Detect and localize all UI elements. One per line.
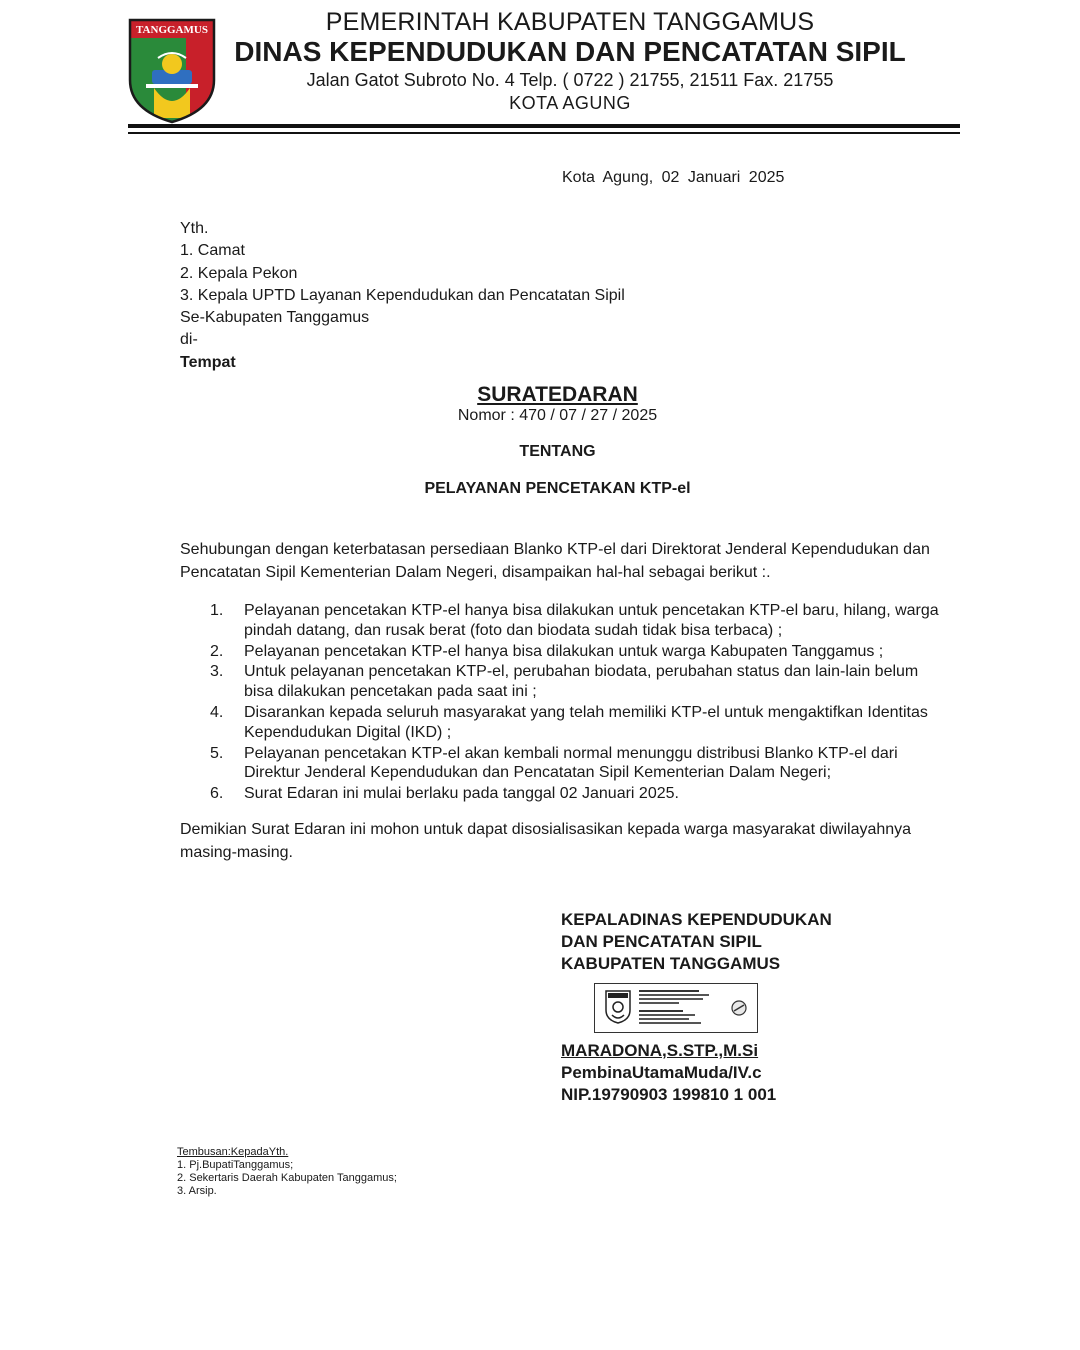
list-item-text: Untuk pelayanan pencetakan KTP-el, perubahan biodata, perubahan status dan lain-lain belum bisa dilakukan pencetakan pada saat ini ;	[244, 663, 919, 701]
carbon-copy-block	[177, 1146, 397, 1198]
point-list	[210, 601, 950, 804]
office-address: Jalan Gatot Subroto No. 4 Telp. ( 0722 ) 21755, 21511 Fax. 21755	[306, 70, 834, 90]
regency-logo	[128, 18, 216, 124]
letterhead-divider-thick	[128, 124, 960, 128]
list-item	[210, 703, 950, 743]
signatory-rank: PembinaUtamaMuda/IV.c	[561, 1063, 762, 1082]
list-item	[210, 784, 950, 804]
signatory-position	[561, 909, 832, 975]
position-line: KABUPATEN TANGGAMUS	[561, 954, 781, 973]
list-item	[210, 662, 950, 702]
list-item-number: 3.	[210, 663, 224, 681]
position-line: KEPALADINAS KEPENDUDUKAN	[561, 910, 832, 929]
stamp-fine-print	[639, 988, 727, 1028]
letter-number: Nomor : 470 / 07 / 27 / 2025	[457, 407, 658, 424]
salutation-yth: Yth.	[180, 220, 209, 237]
government-name: PEMERINTAH KABUPATEN TANGGAMUS	[325, 8, 815, 36]
list-item-number: 1.	[210, 602, 224, 619]
list-item-text: Disarankan kepada seluruh masyarakat yang telah memiliki KTP-el untuk mengaktifkan Identitas Kependudukan Digital (IKD) ;	[244, 703, 928, 741]
letter-date: Kota Agung, 02 Januari 2025	[562, 169, 785, 186]
stamp-logo-icon	[605, 990, 631, 1024]
addressee-block	[180, 218, 625, 374]
list-item-number: 5.	[210, 744, 224, 762]
list-item	[210, 642, 950, 662]
signatory-name: MARADONA,S.STP.,M.Si	[561, 1041, 759, 1060]
carbon-copy-title: Tembusan:KepadaYth.	[177, 1146, 289, 1158]
list-item	[210, 601, 950, 641]
signatory-details	[561, 1040, 776, 1106]
list-item-text: Surat Edaran ini mulai berlaku pada tanggal 02 Januari 2025.	[244, 785, 679, 803]
carbon-copy-item: 2. Sekertaris Daerah Kabupaten Tanggamus;	[177, 1172, 397, 1184]
letter-title: SURATEDARAN	[477, 383, 638, 406]
salutation-tempat: Tempat	[180, 353, 236, 371]
intro-paragraph: Sehubungan dengan keterbatasan persediaan Blanko KTP-el dari Direktorat Jenderal Kependudukan dan Pencatatan Sipil Kementerian Dalam Negeri, disampaikan hal-hal sebagai berikut :.	[180, 541, 930, 581]
signatory-nip: NIP.19790903 199810 1 001	[561, 1085, 777, 1104]
stamp-seal-icon	[731, 1000, 747, 1016]
svg-text:TANGGAMUS: TANGGAMUS	[136, 24, 208, 36]
letter-subject: PELAYANAN PENCETAKAN KTP-el	[424, 480, 691, 497]
list-item-text: Pelayanan pencetakan KTP-el hanya bisa dilakukan untuk pencetakan KTP-el baru, hilang, warga pindah datang, dan rusak berat (foto dan biodata sudah tidak bisa terbaca) ;	[244, 602, 939, 639]
carbon-copy-item: 1. Pj.BupatiTanggamus;	[177, 1159, 294, 1171]
salutation-di: di-	[180, 331, 198, 349]
carbon-copy-item: 3. Arsip.	[177, 1185, 217, 1197]
letter-tentang: TENTANG	[519, 443, 596, 460]
letterhead-divider-thin	[128, 132, 960, 134]
electronic-signature-stamp	[594, 983, 758, 1033]
closing-paragraph: Demikian Surat Edaran ini mohon untuk dapat disosialisasikan kepada warga masyarakat diwilayahnya masing-masing.	[180, 821, 912, 861]
recipient-item: 3. Kepala UPTD Layanan Kependudukan dan Pencatatan Sipil	[180, 286, 625, 304]
list-item-number: 2.	[210, 642, 224, 660]
list-item-text: Pelayanan pencetakan KTP-el hanya bisa dilakukan untuk warga Kabupaten Tanggamus ;	[244, 642, 884, 660]
list-item-number: 6.	[210, 785, 224, 803]
list-item-text: Pelayanan pencetakan KTP-el akan kembali normal menunggu distribusi Blanko KTP-el dari Direktur Jenderal Kependudukan dan Pencatatan Sipil Kementerian Dalam Negeri;	[244, 744, 898, 782]
recipient-item: 1. Camat	[180, 242, 245, 260]
office-city: KOTA AGUNG	[509, 93, 631, 113]
list-item-number: 4.	[210, 703, 224, 721]
recipient-region: Se-Kabupaten Tanggamus	[180, 309, 370, 327]
department-name: DINAS KEPENDUDUKAN DAN PENCATATAN SIPIL	[234, 36, 906, 67]
list-item	[210, 744, 950, 784]
recipient-item: 2. Kepala Pekon	[180, 264, 298, 282]
position-line: DAN PENCATATAN SIPIL	[561, 932, 762, 951]
